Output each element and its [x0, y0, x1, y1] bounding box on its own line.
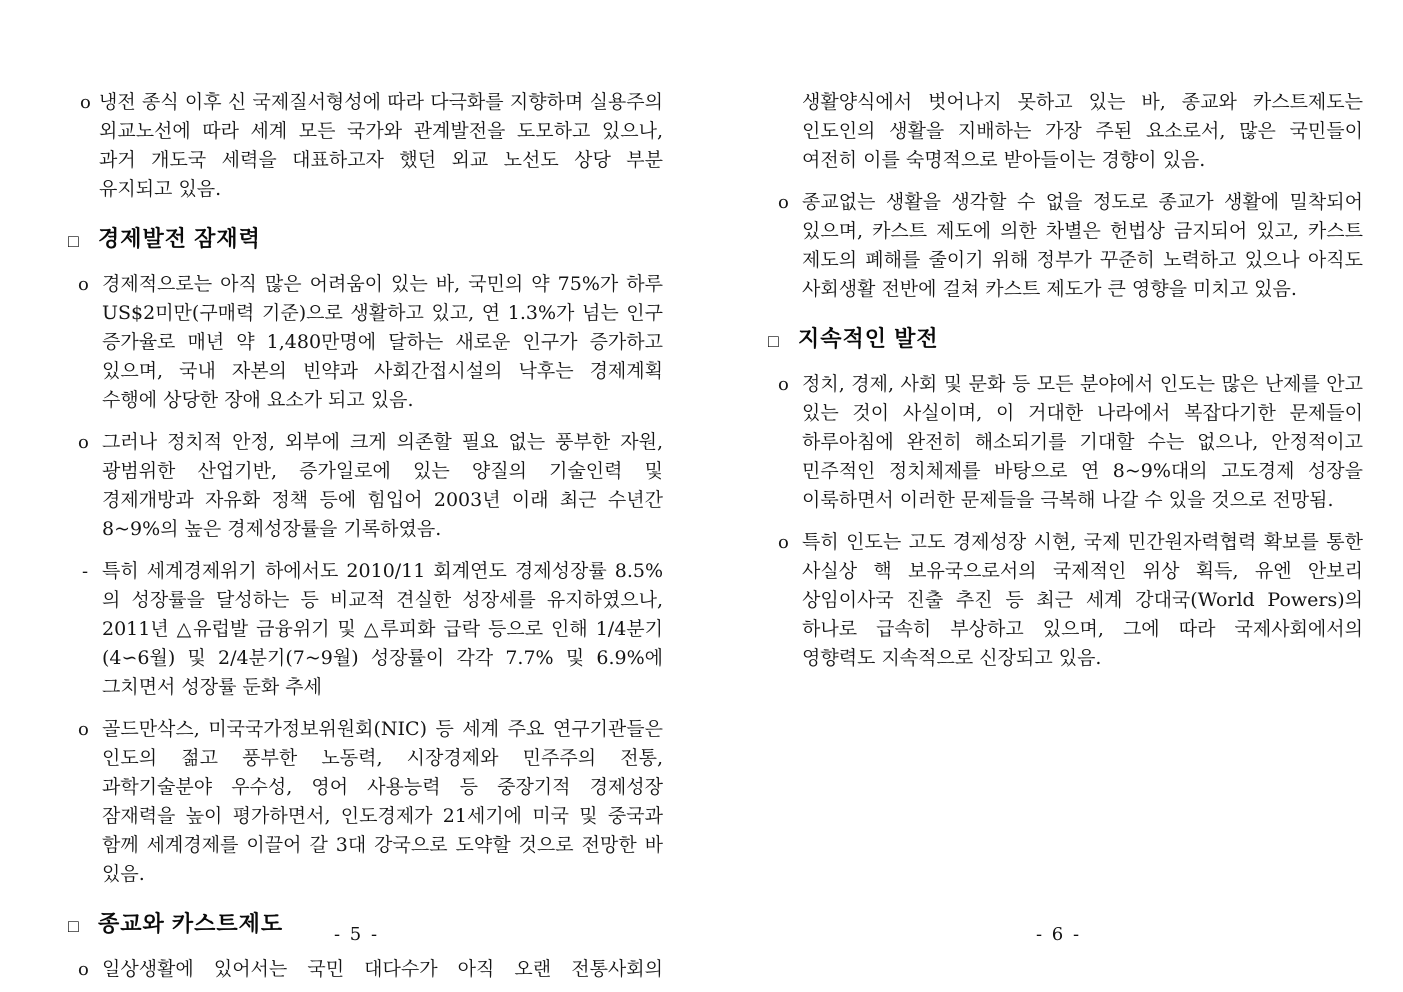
- paragraph-text: 그러나 정치적 안정, 외부에 크게 의존할 필요 없는 풍부한 자원, 광범위한 산업기반, 증가일로에 있는 양질의 기술인력 및 경제개방과 자유화 정책 등에 힘입어 2003년 이래 최근 수년간 8~9%의 높은 경제성장률을 기록하였음.: [102, 431, 663, 540]
- bullet-marker: o: [78, 274, 89, 295]
- paragraph-text: 일상생활에 있어서는 국민 대다수가 아직 오랜 전통사회의: [102, 958, 663, 980]
- bullet-marker: o: [78, 959, 89, 980]
- paragraph-text: 종교없는 생활을 생각할 수 없을 정도로 종교가 생활에 밀착되어 있으며, 카스트 제도에 의한 차별은 헌법상 금지되어 있고, 카스트 제도의 폐해를 줄이기 위해 정부가 꾸준히 노력하고 있으나 아직도 사회생활 전반에 걸쳐 카스트 제도가 큰 영향을 미치고 있음.: [802, 191, 1363, 300]
- paragraph-text: 경제적으로는 아직 많은 어려움이 있는 바, 국민의 약 75%가 하루 US$2미만(구매력 기준)으로 생활하고 있고, 연 1.3%가 넘는 인구 증가율로 매년 약 1,480만명에 달하는 새로운 인구가 증가하고 있으며, 국내 자본의 빈약과 사회간접시설의 낙후는 경제계획 수행에 상당한 장애 요소가 되고 있음.: [102, 273, 663, 411]
- dash-marker: -: [82, 561, 89, 582]
- bullet-paragraph: [66, 270, 663, 415]
- page-5-content: [66, 88, 663, 992]
- paragraph-text: 냉전 종식 이후 신 국제질서형성에 따라 다극화를 지향하며 실용주의 외교노선에 따라 세계 모든 국가와 관계발전을 도모하고 있으나, 과거 개도국 세력을 대표하고자 했던 외교 노선도 상당 부분 유지되고 있음.: [99, 91, 663, 200]
- paragraph-text: 생활양식에서 벗어나지 못하고 있는 바, 종교와 카스트제도는 인도인의 생활을 지배하는 가장 주된 요소로서, 많은 국민들이 여전히 이를 숙명적으로 받아들이는 경향이 있음.: [802, 91, 1363, 171]
- bullet-paragraph: [66, 955, 663, 984]
- section-heading-sustained-development: [766, 324, 1363, 354]
- bullet-marker: o: [778, 532, 789, 553]
- section-heading-text: 종교와 카스트제도: [98, 911, 284, 936]
- bullet-paragraph: [766, 188, 1363, 304]
- bullet-paragraph: [766, 370, 1363, 515]
- bullet-marker: o: [78, 719, 89, 740]
- section-heading-text: 지속적인 발전: [798, 326, 939, 351]
- paragraph-text: 특히 세계경제위기 하에서도 2010/11 회계연도 경제성장률 8.5%의 성장률을 달성하는 등 비교적 견실한 성장세를 유지하였으나, 2011년 △유럽발 금융위기 및 △루피화 급락 등으로 인해 1/4분기(4∽6월) 및 2/4분기(7~9월) 성장률이 각각 7.7% 및 6.9%에 그치면서 성장률 둔화 추세: [102, 560, 663, 698]
- bullet-paragraph: [66, 428, 663, 544]
- page-number-5: - 5 -: [333, 924, 380, 945]
- square-bullet-icon: □: [68, 231, 79, 251]
- bullet-marker: o: [778, 192, 789, 213]
- square-bullet-icon: □: [768, 331, 779, 351]
- square-bullet-icon: □: [68, 916, 79, 936]
- bullet-paragraph: [66, 715, 663, 889]
- bullet-marker: o: [78, 432, 89, 453]
- dash-subparagraph: [66, 557, 663, 702]
- continuation-paragraph: [766, 88, 1363, 175]
- bullet-marker: o: [80, 92, 91, 113]
- bullet-paragraph: [66, 88, 663, 204]
- section-heading-economic-potential: [66, 224, 663, 254]
- paragraph-text: 골드만삭스, 미국국가정보위원회(NIC) 등 세계 주요 연구기관들은 인도의 젊고 풍부한 노동력, 시장경제와 민주주의 전통, 과학기술분야 우수성, 영어 사용능력 등 중장기적 경제성장 잠재력을 높이 평가하면서, 인도경제가 21세기에 미국 및 중국과 함께 세계경제를 이끌어 갈 3대 강국으로 도약할 것으로 전망한 바 있음.: [102, 718, 663, 885]
- bullet-marker: o: [778, 374, 789, 395]
- section-heading-text: 경제발전 잠재력: [98, 226, 261, 251]
- bullet-paragraph: [766, 528, 1363, 673]
- paragraph-text: 정치, 경제, 사회 및 문화 등 모든 분야에서 인도는 많은 난제를 안고 있는 것이 사실이며, 이 거대한 나라에서 복잡다기한 문제들이 하루아침에 완전히 해소되기를 기대할 수는 없으나, 안정적이고 민주적인 정치체제를 바탕으로 연 8~9%대의 고도경제 성장을 이룩하면서 이러한 문제들을 극복해 나갈 수 있을 것으로 전망됨.: [802, 373, 1363, 511]
- page-6-content: [766, 88, 1363, 686]
- page-number-6: - 6 -: [1035, 924, 1082, 945]
- paragraph-text: 특히 인도는 고도 경제성장 시현, 국제 민간원자력협력 확보를 통한 사실상 핵 보유국으로서의 국제적인 위상 획득, 유엔 안보리 상임이사국 진출 추진 등 최근 세계 강대국(World Powers)의 하나로 급속히 부상하고 있으며, 그에 따라 국제사회에서의 영향력도 지속적으로 신장되고 있음.: [802, 531, 1363, 669]
